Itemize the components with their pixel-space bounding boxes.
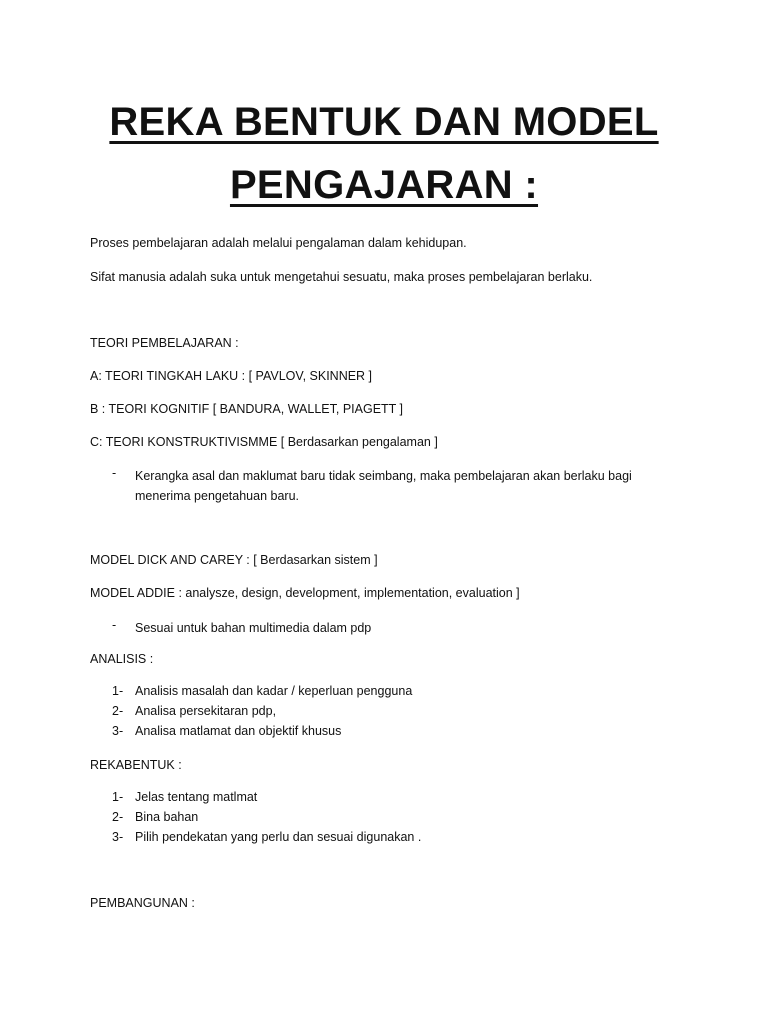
list-number: 2- <box>112 704 124 718</box>
teori-bullet-text: Kerangka asal dan maklumat baru tidak seimbang, maka pembelajaran akan berlaku bagi menerima pengetahuan baru. <box>135 469 632 503</box>
teori-a: A: TEORI TINGKAH LAKU : [ PAVLOV, SKINNER ] <box>90 369 373 383</box>
teori-b: B : TEORI KOGNITIF [ BANDURA, WALLET, PIAGETT ] <box>90 402 404 416</box>
intro-paragraph-1: Proses pembelajaran adalah melalui pengalaman dalam kehidupan. <box>90 236 467 250</box>
list-number: 3- <box>112 830 124 844</box>
list-number: 3- <box>112 724 124 738</box>
list-number: 1- <box>112 684 124 698</box>
title-line-2: PENGAJARAN : <box>229 163 539 207</box>
list-text: Pilih pendekatan yang perlu dan sesuai digunakan . <box>135 830 422 844</box>
pembangunan-heading: PEMBANGUNAN : <box>90 896 195 910</box>
list-text: Bina bahan <box>135 810 199 824</box>
list-text: Jelas tentang matlmat <box>135 790 258 804</box>
model-dick-carey: MODEL DICK AND CAREY : [ Berdasarkan sistem ] <box>90 553 378 567</box>
list-text: Analisis masalah dan kadar / keperluan pengguna <box>135 684 413 698</box>
bullet-marker: - <box>112 466 117 480</box>
model-bullet-text: Sesuai untuk bahan multimedia dalam pdp <box>135 621 372 635</box>
rekabentuk-heading: REKABENTUK : <box>90 758 182 772</box>
bullet-marker: - <box>112 618 117 632</box>
analisis-heading: ANALISIS : <box>90 652 154 666</box>
model-addie: MODEL ADDIE : analysze, design, development, implementation, evaluation ] <box>90 586 520 600</box>
list-text: Analisa persekitaran pdp, <box>135 704 277 718</box>
intro-paragraph-2: Sifat manusia adalah suka untuk mengetahui sesuatu, maka proses pembelajaran berlaku. <box>90 270 593 284</box>
teori-c: C: TEORI KONSTRUKTIVISMME [ Berdasarkan pengalaman ] <box>90 435 438 449</box>
list-text: Analisa matlamat dan objektif khusus <box>135 724 342 738</box>
teori-bullet <box>90 466 650 508</box>
list-number: 1- <box>112 790 124 804</box>
model-bullet <box>90 618 650 640</box>
list-number: 2- <box>112 810 124 824</box>
teori-heading: TEORI PEMBELAJARAN : <box>90 336 239 350</box>
title-line-1: REKA BENTUK DAN MODEL <box>109 100 659 144</box>
